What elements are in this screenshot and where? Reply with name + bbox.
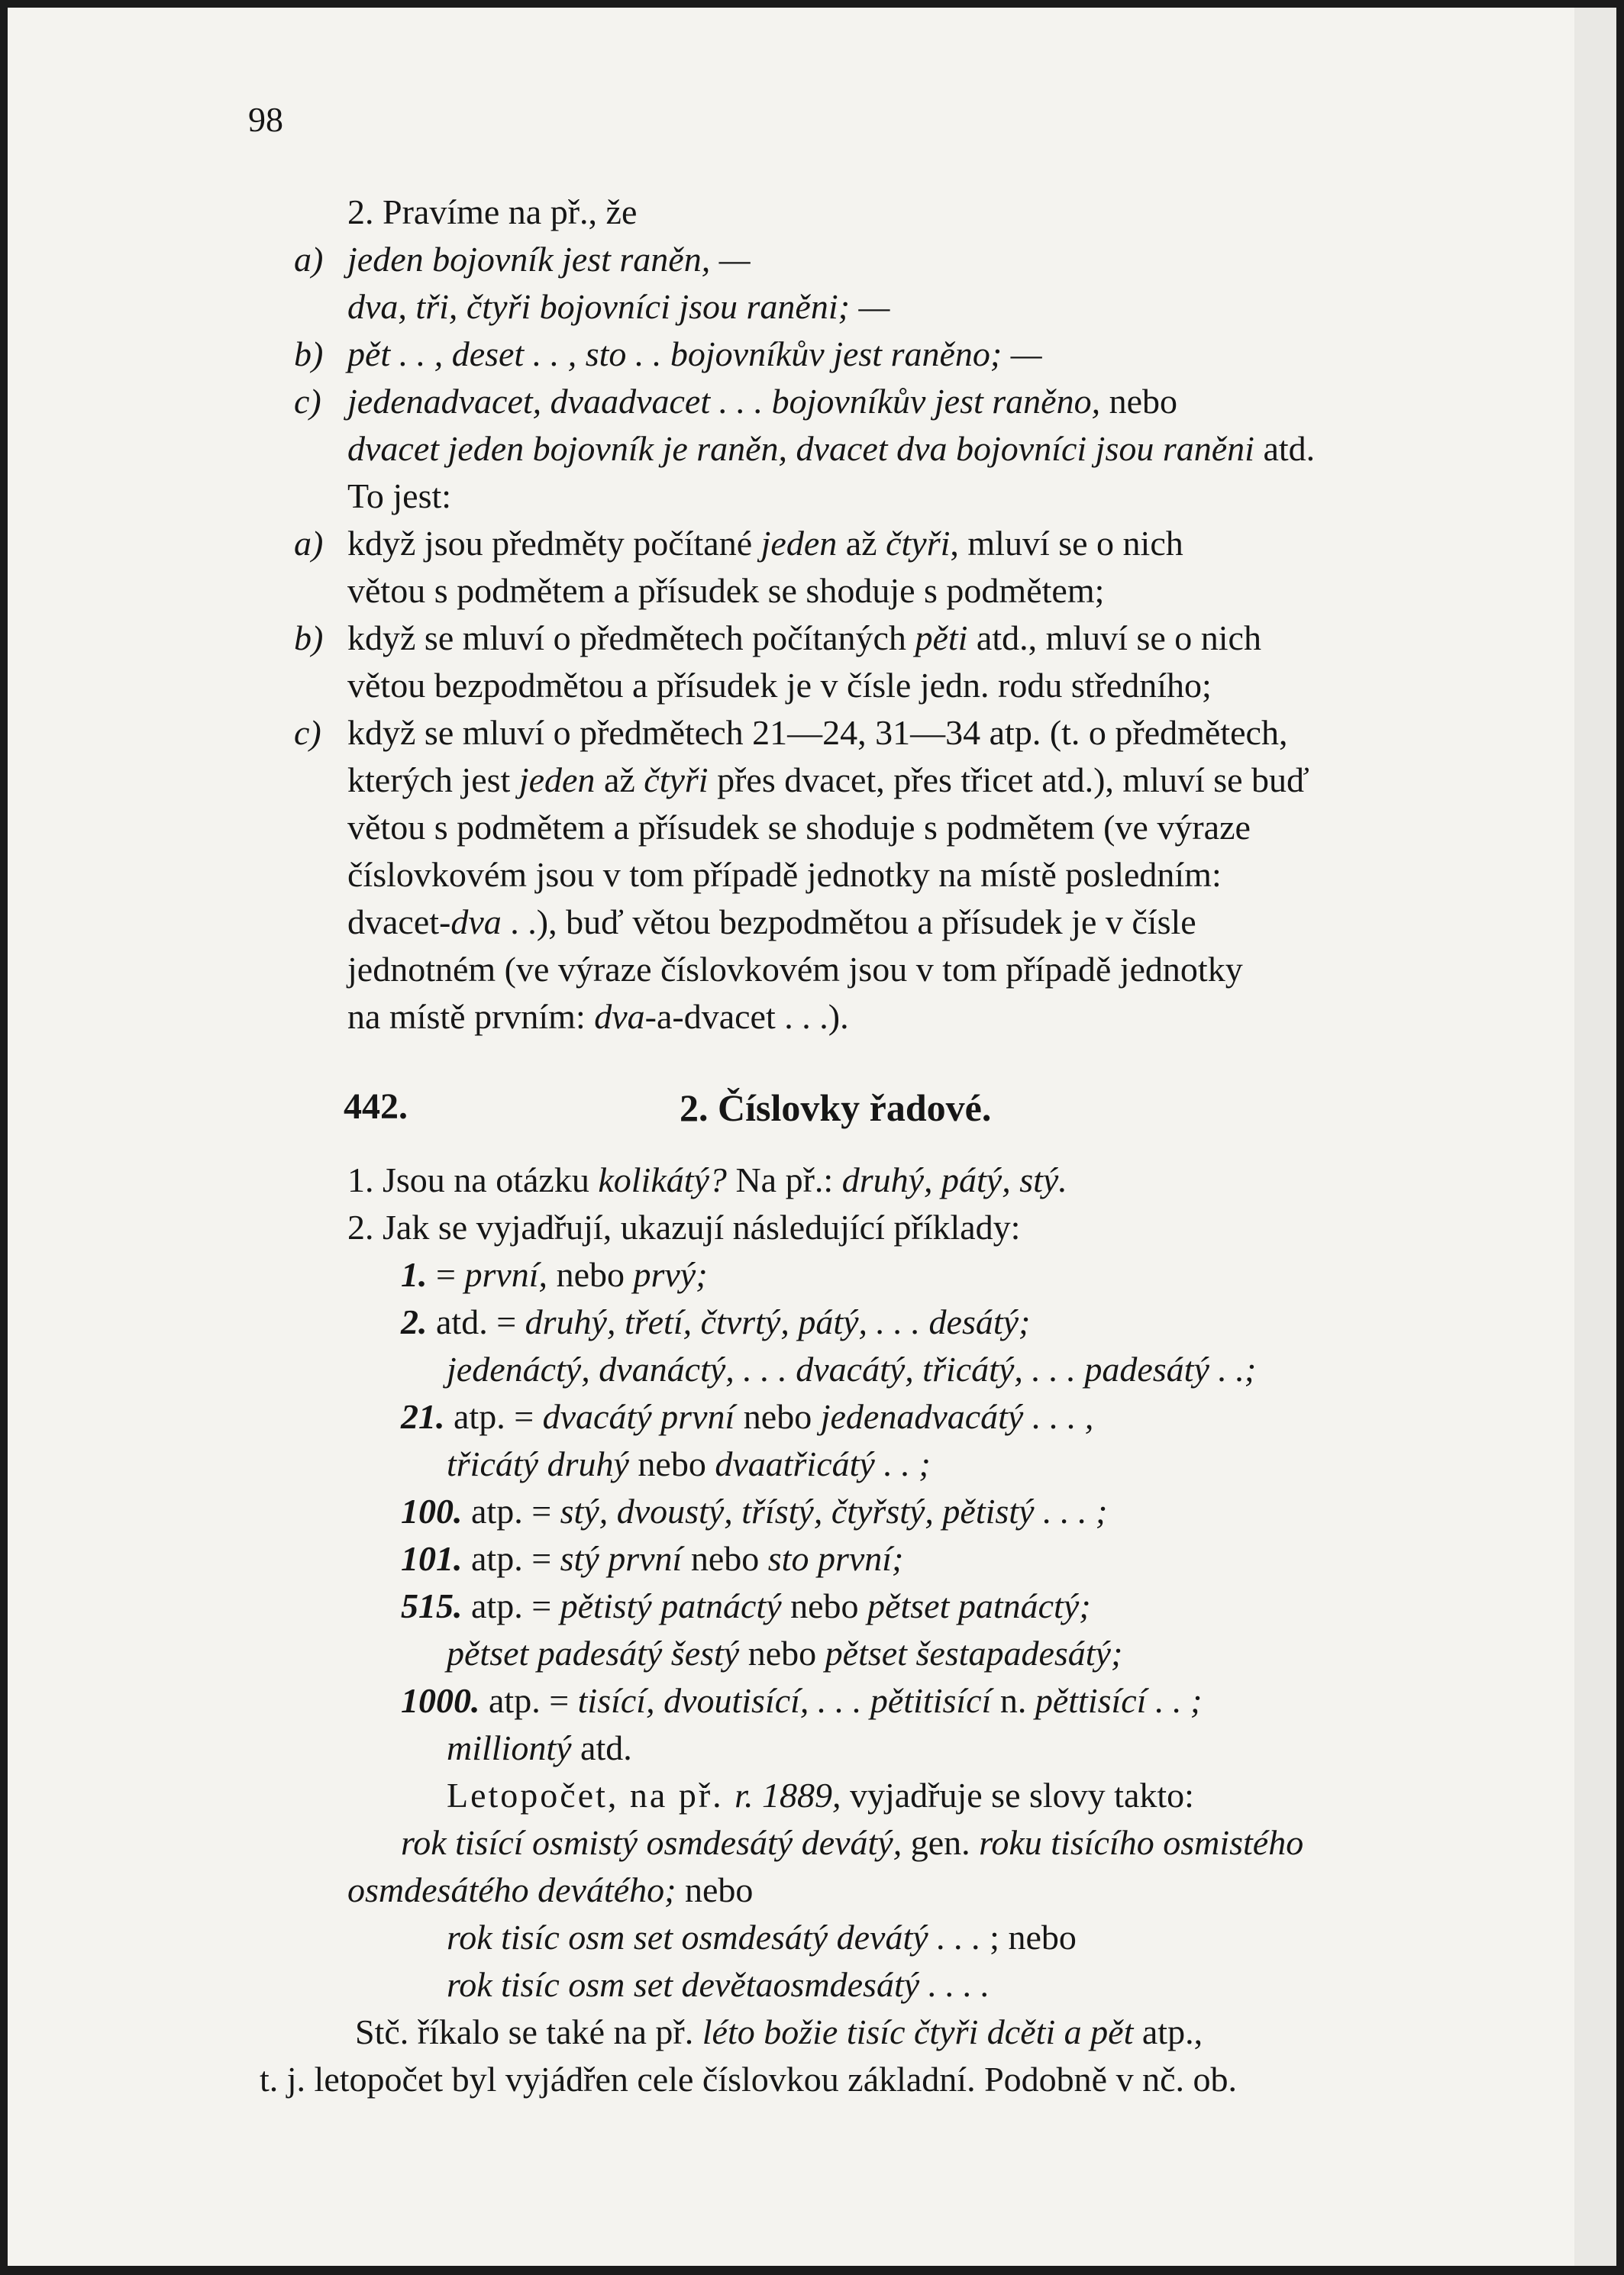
example-a-line2: dva, tři, čtyři bojovníci jsou raněni; — xyxy=(347,287,890,326)
example-21-cont: třicátý druhý nebo dvaatřicátý . . ; xyxy=(447,1444,931,1483)
rule-c-line1: když se mluví o předmětech 21—24, 31—34 atp. (t. o předmětech, xyxy=(347,713,1288,752)
rule-c-line4: číslovkovém jsou v tom případě jednotky na místě posledním: xyxy=(347,855,1222,894)
rule-b-line2: větou bezpodmětou a přísudek je v čísle jedn. rodu středního; xyxy=(347,666,1212,705)
rule-c-line2: kterých jest jeden až čtyři přes dvacet, přes třicet atd.), mluví se buď xyxy=(347,760,1309,799)
example-2: 2. atd. = druhý, třetí, čtvrtý, pátý, . . . desátý; xyxy=(401,1302,1031,1341)
example-21: 21. atp. = dvacátý první nebo jedenadvacátý . . . , xyxy=(401,1397,1094,1436)
example-c-line2: dvacet jeden bojovník je raněn, dvacet dva bojovníci jsou raněni atd. xyxy=(347,429,1316,468)
section-number: 442. xyxy=(344,1086,408,1127)
rule-label-a: a) xyxy=(294,524,324,563)
intro-line: 2. Pravíme na př., že xyxy=(347,192,638,231)
rule-a-line1: když jsou předměty počítané jeden až čtyři, mluví se o nich xyxy=(347,524,1183,563)
rule-c-line3: větou s podmětem a přísudek se shoduje s podmětem (ve výraze xyxy=(347,808,1251,847)
example-101: 101. atp. = stý první nebo sto první; xyxy=(401,1539,904,1578)
rule-c-line5: dvacet-dva . .), buď větou bezpodmětou a přísudek je v čísle xyxy=(347,902,1196,941)
rule-label-b: b) xyxy=(294,618,324,657)
example-100: 100. atp. = stý, dvoustý, třístý, čtyřstý, pětistý . . . ; xyxy=(401,1492,1108,1531)
year-line5: rok tisíc osm set devětaosmdesátý . . . . xyxy=(447,1965,990,2004)
example-b-line1: pět . . , deset . . , sto . . bojovníkův jest raněno; — xyxy=(347,334,1042,373)
example-1: 1. = první, nebo prvý; xyxy=(401,1255,708,1294)
example-515: 515. atp. = pětistý patnáctý nebo pětset patnáctý; xyxy=(401,1586,1091,1625)
year-line2: rok tisící osmistý osmdesátý devátý, gen. roku tisícího osmistého xyxy=(401,1823,1304,1862)
year-line4: rok tisíc osm set osmdesátý devátý . . . ; nebo xyxy=(447,1918,1077,1957)
old-czech-line1: Stč. říkalo se také na př. léto božie tisíc čtyři dcěti a pět atp., xyxy=(355,2012,1203,2051)
label-c: c) xyxy=(294,382,321,421)
rule-c-line7: na místě prvním: dva-a-dvacet . . .). xyxy=(347,997,849,1036)
label-b: b) xyxy=(294,334,324,373)
example-million: milliontý atd. xyxy=(447,1728,632,1767)
example-c-line1: jedenadvacet, dvaadvacet . . . bojovníkův jest raněno, nebo xyxy=(347,382,1178,421)
to-jest: To jest: xyxy=(347,476,452,515)
example-515-cont: pětset padesátý šestý nebo pětset šestapadesátý; xyxy=(447,1634,1123,1673)
ordinal-line1: 1. Jsou na otázku kolikátý? Na př.: druhý, pátý, stý. xyxy=(347,1160,1067,1199)
section-title: 2. Číslovky řadové. xyxy=(680,1086,992,1129)
example-2-cont: jedenáctý, dvanáctý, . . . dvacátý, třicátý, . . . padesátý . .; xyxy=(447,1350,1257,1389)
rule-label-c: c) xyxy=(294,713,321,752)
book-page xyxy=(8,8,1574,2266)
page-number: 98 xyxy=(248,100,283,139)
year-line1: Letopočet, na př. r. 1889, vyjadřuje se slovy takto: xyxy=(447,1776,1194,1815)
year-line3: osmdesátého devátého; nebo xyxy=(347,1870,754,1909)
page-edge xyxy=(1574,8,1616,2266)
rule-a-line2: větou s podmětem a přísudek se shoduje s podmětem; xyxy=(347,571,1105,610)
rule-c-line6: jednotném (ve výraze číslovkovém jsou v tom případě jednotky xyxy=(347,950,1243,989)
rule-b-line1: když se mluví o předmětech počítaných pěti atd., mluví se o nich xyxy=(347,618,1261,657)
old-czech-line2: t. j. letopočet byl vyjádřen cele číslovkou základní. Podobně v nč. ob. xyxy=(260,2060,1238,2099)
ordinal-line2: 2. Jak se vyjadřují, ukazují následující příklady: xyxy=(347,1208,1021,1247)
label-a: a) xyxy=(294,240,324,279)
example-a-line1: jeden bojovník jest raněn, — xyxy=(347,240,751,279)
example-1000: 1000. atp. = tisící, dvoutisící, . . . pětitisící n. pěttisící . . ; xyxy=(401,1681,1203,1720)
